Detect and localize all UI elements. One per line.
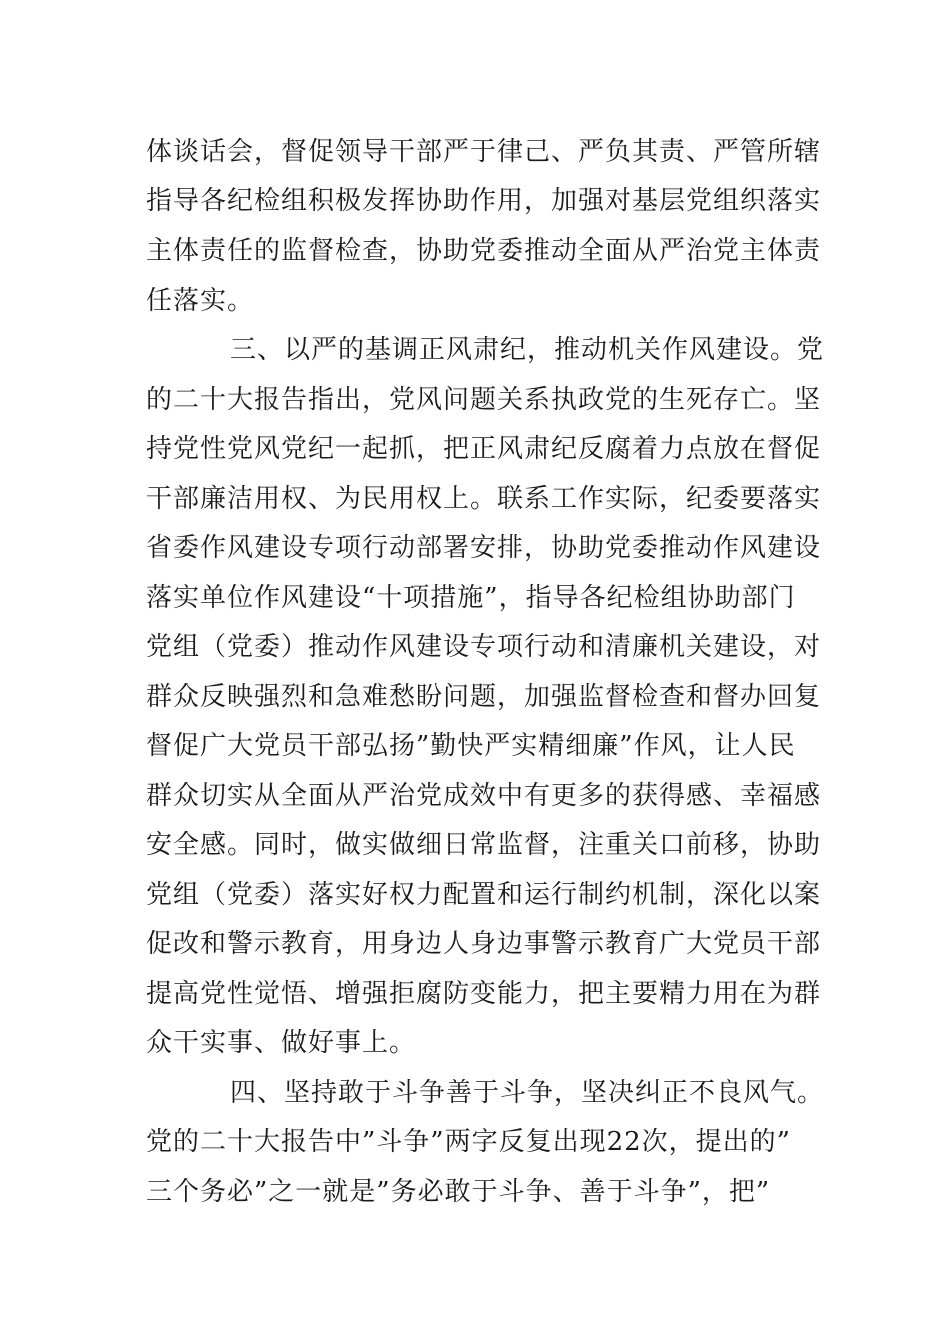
- paragraph-line: 群众切实从全面从严治党成效中有更多的获得感、幸福感: [146, 781, 822, 811]
- paragraph-line: 主体责任的监督检查，协助党委推动全面从严治党主体责: [146, 236, 822, 266]
- paragraph-line: 众干实事、做好事上。: [146, 1028, 417, 1058]
- paragraph-line: 党组（党委）落实好权力配置和运行制约机制，深化以案: [146, 880, 822, 910]
- paragraph-line: 督促广大党员干部弘扬”勤快严实精细廉”作风，让人民: [146, 731, 796, 761]
- paragraph-line: 体谈话会，督促领导干部严于律己、严负其责、严管所辖: [146, 137, 822, 167]
- paragraph-line: 持党性党风党纪一起抓，把正风肃纪反腐着力点放在督促: [146, 434, 822, 464]
- paragraph-line: 任落实。: [146, 286, 255, 316]
- paragraph-line: 三个务必”之一就是”务必敢于斗争、善于斗争”，把”: [146, 1177, 771, 1207]
- paragraph-line: 的二十大报告指出，党风问题关系执政党的生死存亡。坚: [146, 385, 822, 415]
- section-heading-line: 三、以严的基调正风肃纪，推动机关作风建设。党: [230, 335, 825, 365]
- paragraph-line: 省委作风建设专项行动部署安排，协助党委推动作风建设: [146, 533, 822, 563]
- paragraph-line: 促改和警示教育，用身边人身边事警示教育广大党员干部: [146, 929, 822, 959]
- paragraph-line: 指导各纪检组积极发挥协助作用，加强对基层党组织落实: [146, 186, 822, 216]
- paragraph-line: 群众反映强烈和急难愁盼问题，加强监督检查和督办回复: [146, 682, 822, 712]
- paragraph-line: 党的二十大报告中”斗争”两字反复出现22次，提出的”: [146, 1127, 791, 1157]
- paragraph-line: 提高党性觉悟、增强拒腐防变能力，把主要精力用在为群: [146, 979, 822, 1009]
- paragraph-line: 落实单位作风建设“十项措施”，指导各纪检组协助部门: [146, 583, 796, 613]
- section-heading-line: 四、坚持敢于斗争善于斗争，坚决纠正不良风气。: [230, 1078, 825, 1108]
- paragraph-line: 党组（党委）推动作风建设专项行动和清廉机关建设，对: [146, 632, 822, 662]
- paragraph-line: 干部廉洁用权、为民用权上。联系工作实际，纪委要落实: [146, 484, 822, 514]
- paragraph-line: 安全感。同时，做实做细日常监督，注重关口前移，协助: [146, 830, 822, 860]
